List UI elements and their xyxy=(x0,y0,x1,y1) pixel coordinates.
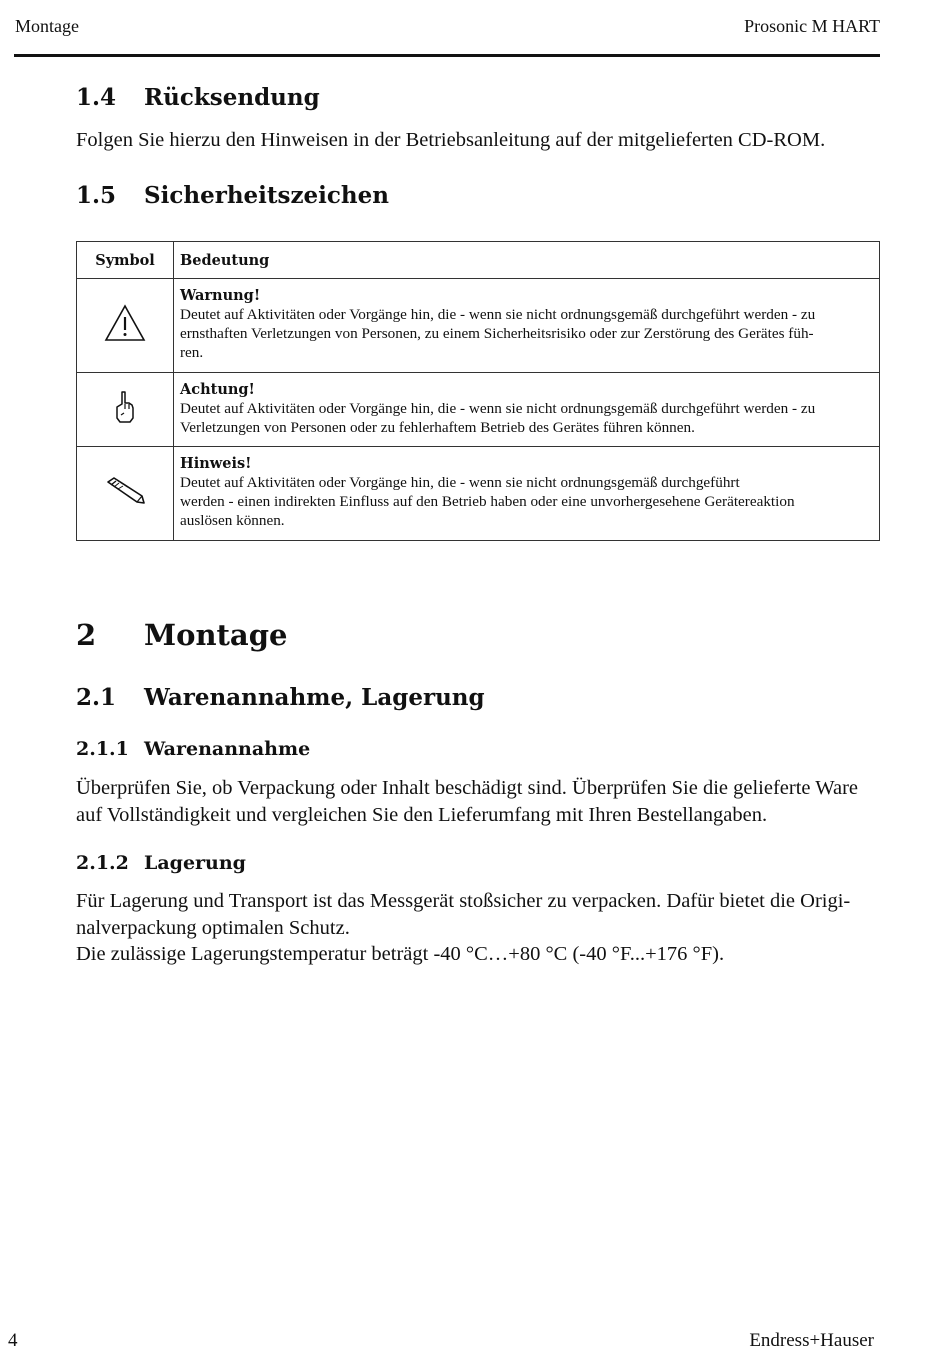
table-header-row xyxy=(77,242,880,279)
meaning-line: ernsthaften Verletzungen von Personen, zu einem Sicherheitsrisiko oder zur Zerstörung des Gerätes füh- xyxy=(180,325,814,342)
paragraph-2-1-2 xyxy=(76,888,886,968)
column-header-meaning: Bedeutung xyxy=(174,242,880,279)
heading-number: 1.4 xyxy=(76,84,117,111)
paragraph-2-1-1 xyxy=(76,775,886,828)
heading-title: Lagerung xyxy=(144,852,246,874)
meaning-cell xyxy=(174,373,880,447)
table-row xyxy=(77,373,880,447)
meaning-line: ren. xyxy=(180,344,204,361)
header-rule xyxy=(14,54,880,57)
meaning-line: auslösen können. xyxy=(180,512,285,529)
meaning-cell xyxy=(174,447,880,541)
heading-number: 2 xyxy=(76,618,97,652)
heading-number: 2.1.2 xyxy=(76,852,129,874)
heading-2-1-2 xyxy=(76,852,246,874)
footer-brand: Endress+Hauser xyxy=(749,1330,874,1351)
paragraph-line: Die zulässige Lagerungstemperatur beträgt -40 °C…+80 °C (-40 °F...+176 °F). xyxy=(76,943,725,965)
meaning-line: Deutet auf Aktivitäten oder Vorgänge hin, die - wenn sie nicht ordnungsgemäß durchgeführt werden - zu xyxy=(180,400,816,417)
heading-title: Sicherheitszeichen xyxy=(144,182,390,209)
meaning-label: Warnung! xyxy=(180,287,261,304)
symbol-cell xyxy=(77,279,174,373)
heading-2-1 xyxy=(76,684,485,711)
meaning-cell xyxy=(174,279,880,373)
paragraph-line: auf Vollständigkeit und vergleichen Sie den Lieferumfang mit Ihren Bestellangaben. xyxy=(76,803,768,826)
meaning-line: Deutet auf Aktivitäten oder Vorgänge hin, die - wenn sie nicht ordnungsgemäß durchgeführt xyxy=(180,474,740,491)
meaning-label: Achtung! xyxy=(180,381,255,398)
heading-title: Warenannahme, Lagerung xyxy=(144,684,485,711)
heading-title: Rücksendung xyxy=(144,84,320,111)
pencil-icon xyxy=(104,493,146,510)
safety-symbols-table xyxy=(76,241,880,541)
meaning-label: Hinweis! xyxy=(180,455,252,472)
column-header-symbol: Symbol xyxy=(77,242,174,279)
meaning-line: Verletzungen von Personen oder zu fehlerhaftem Betrieb des Gerätes führen können. xyxy=(180,419,695,436)
meaning-line: Deutet auf Aktivitäten oder Vorgänge hin, die - wenn sie nicht ordnungsgemäß durchgeführt werden - zu xyxy=(180,306,816,323)
paragraph-line: Überprüfen Sie, ob Verpackung oder Inhalt beschädigt sind. Überprüfen Sie die gelieferte Ware xyxy=(76,777,859,799)
meaning-line: werden - einen indirekten Einfluss auf den Betrieb haben oder eine unvorhergesehene Gerätereaktion xyxy=(180,493,795,510)
heading-2 xyxy=(76,618,287,652)
paragraph-line: Für Lagerung und Transport ist das Messgerät stoßsicher zu verpacken. Dafür bietet die Origi- xyxy=(76,890,851,912)
paragraph-line: nalverpackung optimalen Schutz. xyxy=(76,916,350,939)
heading-number: 2.1 xyxy=(76,684,117,711)
heading-1-4 xyxy=(76,84,320,111)
heading-number: 2.1.1 xyxy=(76,738,129,760)
heading-1-5 xyxy=(76,182,389,209)
pointing-hand-icon xyxy=(112,412,138,429)
heading-2-1-1 xyxy=(76,738,310,760)
paragraph-line: Folgen Sie hierzu den Hinweisen in der Betriebsanleitung auf der mitgelieferten CD-ROM. xyxy=(76,129,826,151)
running-header-left: Montage xyxy=(15,16,79,36)
paragraph-1-4 xyxy=(76,127,886,154)
table-row xyxy=(77,447,880,541)
heading-title: Montage xyxy=(144,618,288,652)
warning-triangle-icon xyxy=(103,330,147,347)
heading-title: Warenannahme xyxy=(144,738,311,760)
page-number: 4 xyxy=(8,1330,18,1351)
symbol-cell xyxy=(77,447,174,541)
table-row xyxy=(77,279,880,373)
symbol-cell xyxy=(77,373,174,447)
heading-number: 1.5 xyxy=(76,182,117,209)
running-header-right: Prosonic M HART xyxy=(744,16,880,36)
